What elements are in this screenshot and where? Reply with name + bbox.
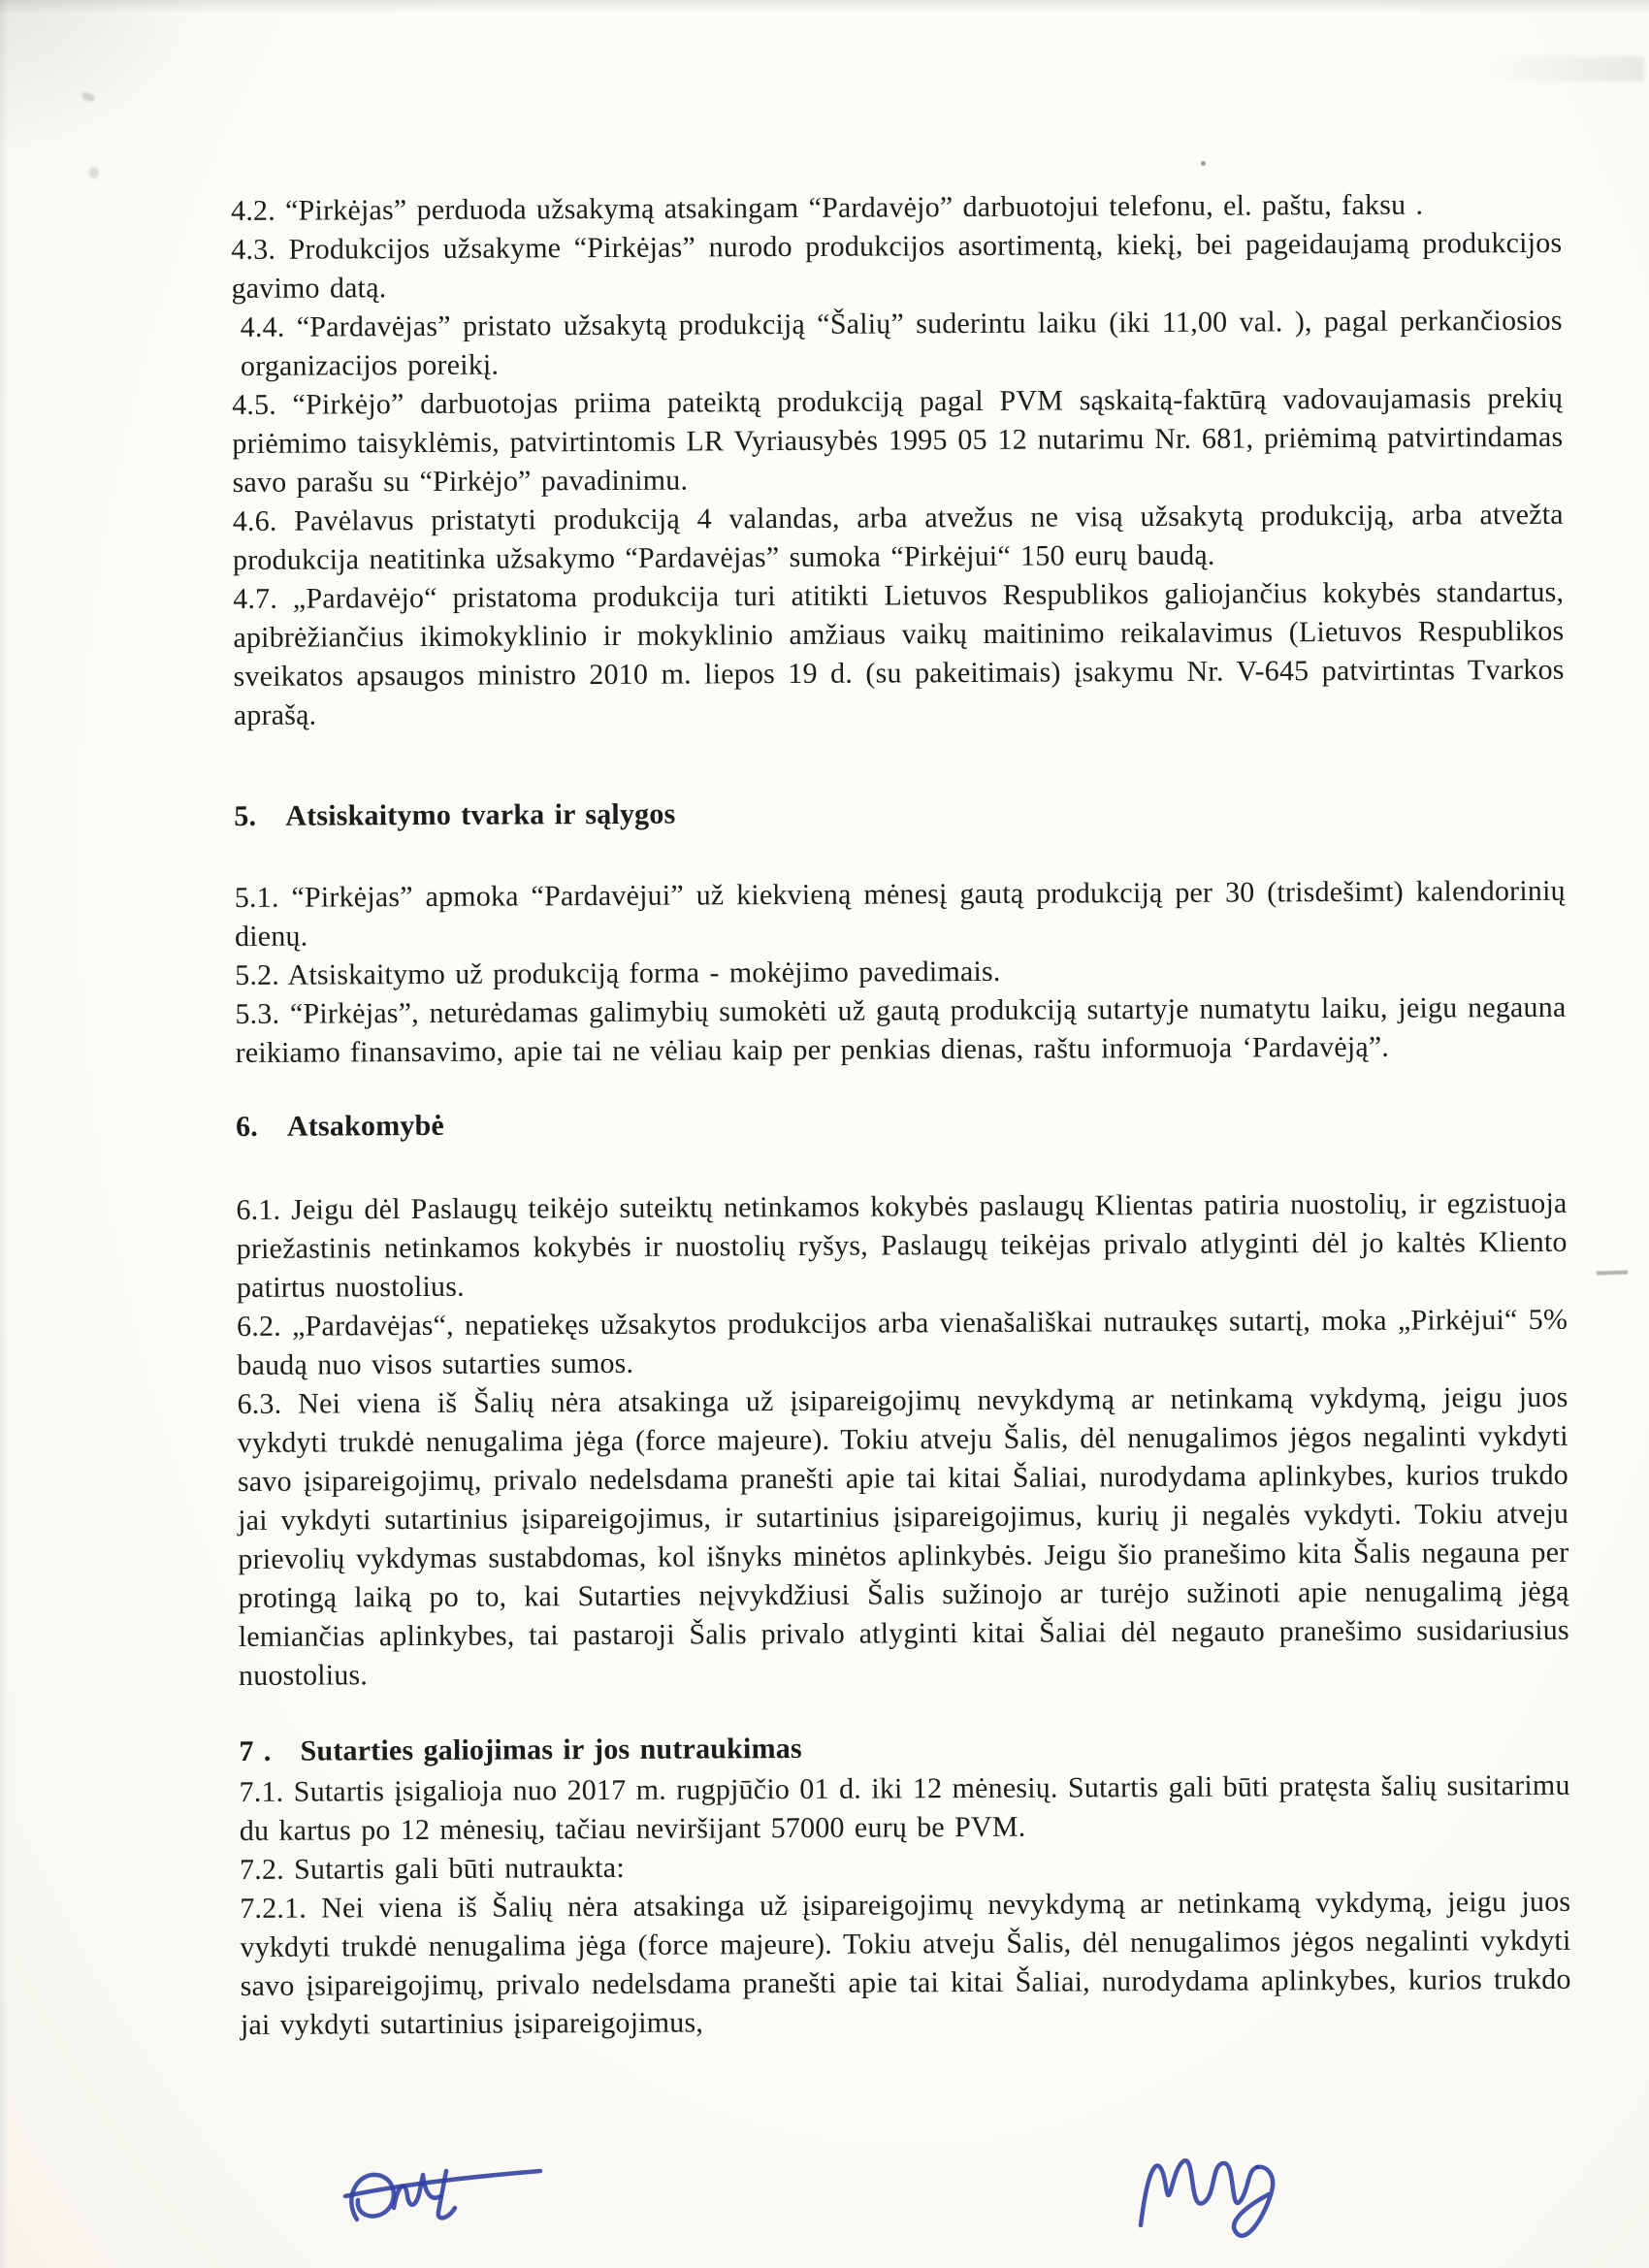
paragraph-7-2-1: 7.2.1. Nei viena iš Šalių nėra atsakinga už įsipareigojimų nevykdymą ar netinkamą vykdymą, jeigu juos vykdyti trukdė nenugalima jėga (force majeure). Tokiu atveju Šalis, dėl nenugalimos jėgos negalinti vykdyti savo įsipareigojimų, privalo nedelsdama pranešti apie tai kitai Šaliai, nurodydama aplinkybes, kurios trukdo jai vykdyti sutartinius įsipareigojimus, [240,1885,1571,2041]
signature-scribble [341,2146,550,2257]
paragraph-7-1: 7.1. Sutartis įsigalioja nuo 2017 m. rugpjūčio 01 d. iki 12 mėnesių. Sutartis gali būti pratęsta šalių susitarimu du kartus po 12 mėnesių, tačiau neviršijant 57000 eurų be PVM. [239,1768,1570,1847]
section-heading-5 [234,791,1565,836]
signature-scribble [1133,2126,1303,2262]
scan-artifact-smudge [89,167,99,178]
scan-artifact-dot [1201,161,1206,166]
scan-corner-shadow [0,0,213,155]
scan-artifact-dash [1597,1270,1628,1275]
section-title: Atsiskaitymo tvarka ir sąlygos [285,797,676,832]
paragraph-4-3: 4.3. Produkcijos užsakyme “Pirkėjas” nurodo produkcijos asortimentą, kiekį, bei pageidaujamą produkcijos gavimo datą. [231,226,1563,305]
paragraph-6-3: 6.3. Nei viena iš Šalių nėra atsakinga už įsipareigojimų nevykdymą ar netinkamą vykdymą, jeigu juos vykdyti trukdė nenugalima jėga (force majeure). Tokiu atveju Šalis, dėl nenugalimos jėgos negalinti vykdyti savo įsipareigojimų, privalo nedelsdama pranešti apie tai kitai Šaliai, nurodydama aplinkybes, kurios trukdo jai vykdyti sutartinius įsipareigojimus, ir sutartinius įsipareigojimus, kurių ji negalės vykdyti. Tokiu atveju prievolių vykdymas sustabdomas, kol išnyks minėtos aplinkybės. Jeigu šio pranešimo kita Šalis negauna per protingą laiką po to, kai Sutarties neįvykdžiusi Šalis sužinojo ar turėjo sužinoti apie nenugalimą jėgą lemiančias aplinkybes, tai pastaroji Šalis privalo atlyginti kitai Šaliai dėl negauto pranešimo susidariusius nuostolius. [237,1380,1569,1692]
paragraph-7-2: 7.2. Sutartis gali būti nutraukta: [239,1851,625,1886]
paragraph-4-2: 4.2. “Pirkėjas” perduoda užsakymą atsakingam “Pardavėjo” darbuotojui telefonu, el. paštu, faksu . [231,188,1424,227]
section-heading-7 [239,1726,1569,1771]
paragraph-4-5: 4.5. “Pirkėjo” darbuotojas priima pateiktą produkciją pagal PVM sąskaitą-faktūrą vadovaujamasis prekių priėmimo taisyklėmis, patvirtintomis LR Vyriausybės 1995 05 12 nutarimu Nr. 681, priėmimą patvirtindamas savo parašu su “Pirkėjo” pavadinimu. [232,381,1564,499]
paragraph-5-2: 5.2. Atsiskaitymo už produkciją forma - mokėjimo pavedimais. [235,955,1001,991]
section-number: 6. [235,1110,259,1143]
handwritten-signature-right [1133,2126,1303,2267]
scan-artifact-smudge [81,91,96,103]
scan-artifact-streak [1484,56,1644,81]
paragraph-6-2: 6.2. „Pardavėjas“, nepatiekęs užsakytos produkcijos arba vienašališkai nutraukęs sutartį, moka „Pirkėjui“ 5% baudą nuo visos sutarties sumos. [237,1303,1568,1381]
scan-edge-shadow-left [0,0,10,2268]
paragraph-5-1: 5.1. “Pirkėjas” apmoka “Pardavėjui” už kiekvieną mėnesį gautą produkciją per 30 (trisdešimt) kalendorinių dienų. [234,874,1566,953]
paragraph-4-4: 4.4. “Pardavėjas” pristato užsakytą produkciją “Šalių” suderintu laiku (iki 11,00 val. ), pagal perkančiosios organizacijos poreikį. [240,304,1563,382]
section-title: Atsakomybė [286,1109,445,1143]
scan-edge-shadow-top [0,0,1649,14]
paragraph-6-1: 6.1. Jeigu dėl Paslaugų teikėjo suteiktų netinkamos kokybės paslaugų Klientas patiria nuostolių, ir egzistuoja priežastinis netinkamos kokybės ir nuostolių ryšys, Paslaugų teikėjas privalo atlyginti dėl jo kaltės Kliento patirtus nuostolius. [236,1186,1568,1304]
section-number: 5. [234,799,257,832]
section-number: 7 . [239,1734,272,1767]
paragraph-4-7: 4.7. „Pardavėjo“ pristatoma produkcija turi atitikti Lietuvos Respublikos galiojančius kokybės standartus, apibrėžiančius ikimokyklinio ir mokyklinio amžiaus vaikų maitinimo reikalavimus (Lietuvos Respublikos sveikatos apsaugos ministro 2010 m. liepos 19 d. (su pakeitimais) įsakymu Nr. V-645 patvirtintas Tvarkos aprašą. [233,575,1565,731]
contract-text-body [231,185,1571,2045]
handwritten-signature-left [341,2146,550,2262]
paragraph-4-6: 4.6. Pavėlavus pristatyti produkciją 4 valandas, arba atvežus ne visą užsakytą produkciją, arba atvežta produkcija neatitinka užsakymo “Pardavėjas” sumoka “Pirkėjui“ 150 eurų baudą. [232,498,1564,576]
paragraph-5-3: 5.3. “Pirkėjas”, neturėdamas galimybių sumokėti už gautą produkciją sutartyje numatytu laiku, jeigu negauna reikiamo finansavimo, apie tai ne vėliau kaip per penkias dienas, raštu informuoja ‘Pardavėją”. [235,990,1567,1069]
section-title: Sutarties galiojimas ir jos nutraukimas [300,1732,802,1767]
section-heading-6 [236,1101,1567,1147]
